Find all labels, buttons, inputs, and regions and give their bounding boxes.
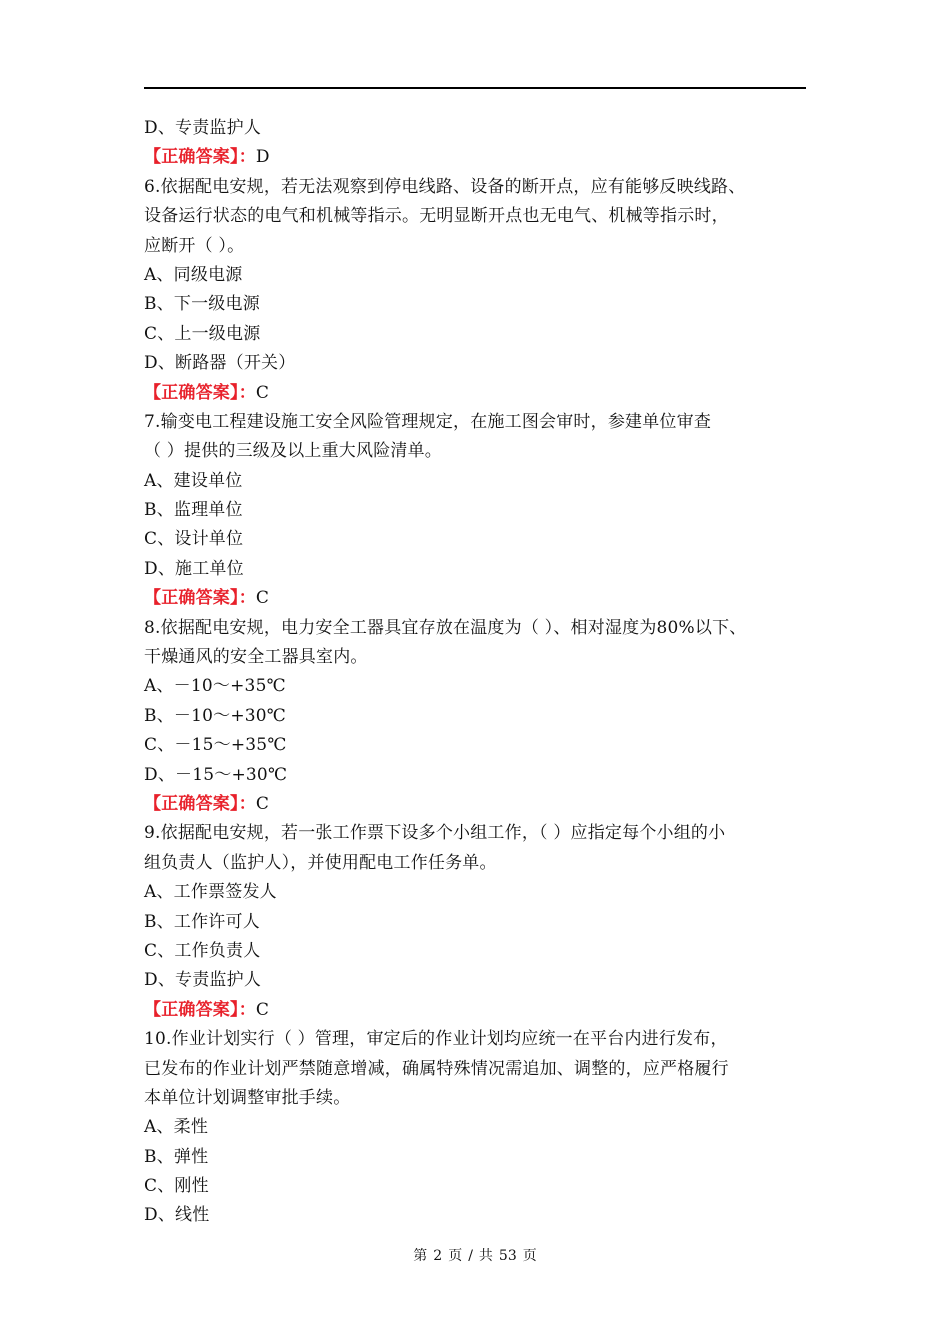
option-d: D、专责监护人 — [144, 970, 262, 991]
question-text-line: 干燥通风的安全工器具室内。 — [144, 647, 368, 668]
answer-line — [144, 584, 814, 613]
option-a: A、工作票签发人 — [144, 882, 277, 903]
header-rule — [144, 87, 806, 89]
footer-page-word: 页 — [448, 1248, 463, 1264]
question-text-line: 已发布的作业计划严禁随意增减，确属特殊情况需追加、调整的，应严格履行 — [144, 1058, 729, 1079]
option-a: A、建设单位 — [144, 470, 243, 491]
answer-value: C — [255, 382, 270, 403]
option-a: A、－10～+35℃ — [144, 676, 286, 697]
option-a: A、柔性 — [144, 1117, 209, 1138]
answer-value: C — [255, 588, 270, 609]
option-d: D、线性 — [144, 1205, 210, 1226]
answer-label: 【正确答案】： — [144, 588, 256, 609]
question-text-line: 7.输变电工程建设施工安全风险管理规定，在施工图会审时，参建单位审查 — [144, 411, 712, 432]
option-b: B、下一级电源 — [144, 294, 260, 315]
option-a: A、同级电源 — [144, 264, 243, 285]
option-b: B、弹性 — [144, 1146, 209, 1167]
option-d: D、施工单位 — [144, 558, 244, 579]
option-b: B、－10～+30℃ — [144, 705, 287, 726]
option-c: C、设计单位 — [144, 529, 244, 550]
answer-label: 【正确答案】： — [144, 147, 256, 168]
option-b: B、工作许可人 — [144, 911, 260, 932]
footer-prefix: 第 — [413, 1248, 428, 1264]
current-page-number: 2 — [433, 1248, 443, 1264]
answer-line — [144, 996, 814, 1025]
option-line: D、专责监护人 — [144, 118, 262, 138]
option-c: C、工作负责人 — [144, 940, 261, 961]
answer-label: 【正确答案】： — [144, 382, 256, 403]
question-text-line: 设备运行状态的电气和机械等指示。无明显断开点也无电气、机械等指示时， — [144, 206, 729, 227]
option-c: C、刚性 — [144, 1176, 209, 1197]
question-text-line: 6.依据配电安规，若无法观察到停电线路、设备的断开点，应有能够反映线路、 — [144, 176, 746, 197]
question-text-line: 本单位计划调整审批手续。 — [144, 1087, 351, 1108]
question-text-line: 9.依据配电安规，若一张工作票下设多个小组工作，（ ）应指定每个小组的小 — [144, 823, 726, 844]
answer-value: C — [255, 793, 270, 814]
footer-total-prefix: 共 — [478, 1248, 493, 1264]
option-c: C、上一级电源 — [144, 323, 261, 344]
answer-value: C — [255, 999, 270, 1020]
question-7 — [144, 408, 814, 614]
answer-line — [144, 379, 814, 408]
page-footer — [0, 1245, 950, 1265]
document-body — [144, 114, 814, 1231]
option-d: D、－15～+30℃ — [144, 764, 288, 785]
question-text-line: 组负责人（监护人），并使用配电工作任务单。 — [144, 852, 497, 873]
question-10 — [144, 1025, 814, 1231]
option-c: C、－15～+35℃ — [144, 735, 287, 756]
question-text-line: 应断开（ ）。 — [144, 235, 245, 256]
answer-label: 【正确答案】： — [144, 999, 256, 1020]
answer-line — [144, 790, 814, 819]
question-text-line: 8.依据配电安规，电力安全工器具宜存放在温度为（ ）、相对湿度为80%以下、 — [144, 617, 747, 638]
option-b: B、监理单位 — [144, 500, 243, 521]
answer-line — [144, 143, 814, 172]
footer-slash: / — [468, 1248, 473, 1264]
question-9 — [144, 819, 814, 1025]
answer-label: 【正确答案】： — [144, 793, 256, 814]
question-text-line: （ ）提供的三级及以上重大风险清单。 — [144, 441, 443, 462]
question-text-line: 10.作业计划实行（ ）管理，审定后的作业计划均应统一在平台内进行发布， — [144, 1029, 728, 1050]
answer-value: D — [255, 147, 270, 168]
footer-total-suffix: 页 — [522, 1248, 537, 1264]
total-pages: 53 — [498, 1248, 517, 1264]
question-6 — [144, 173, 814, 408]
option-d: D、断路器（开关） — [144, 353, 296, 374]
question-8 — [144, 614, 814, 820]
